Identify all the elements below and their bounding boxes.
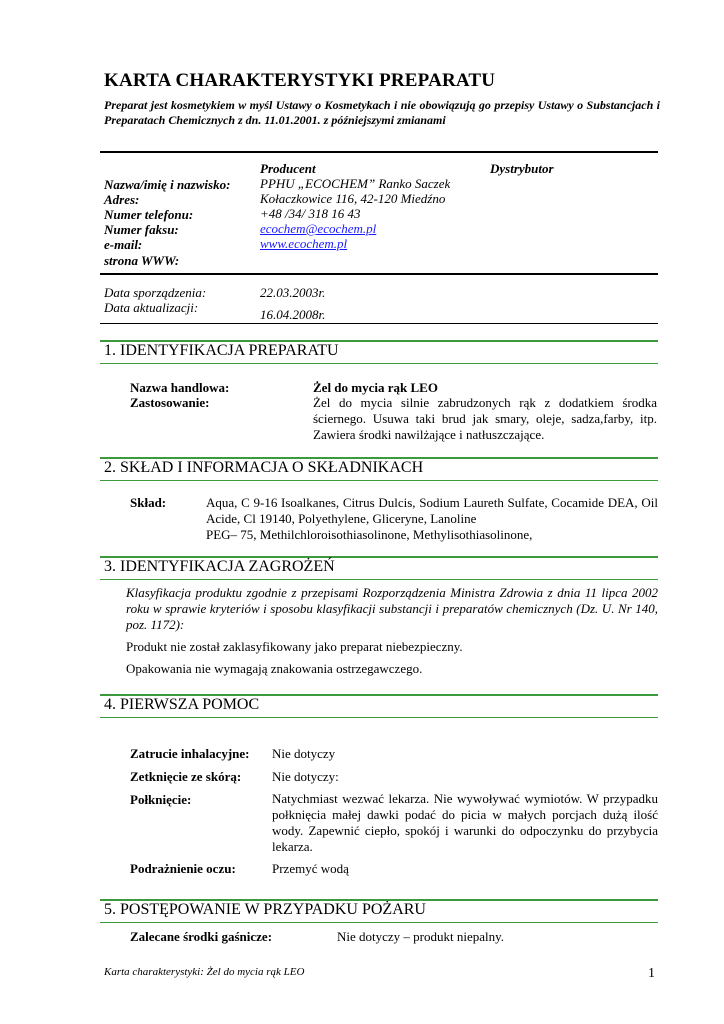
section-2-title: 2. SKŁAD I INFORMACJA O SKŁADNIKACH bbox=[104, 459, 424, 476]
producer-www-link[interactable]: www.ecochem.pl bbox=[260, 236, 348, 251]
footer-text: Karta charakterystyki: Żel do mycia rąk LEO bbox=[104, 966, 305, 978]
first-aid-label-inhalation: Zatrucie inhalacyjne: bbox=[130, 746, 250, 761]
first-aid-value-inhalation: Nie dotyczy bbox=[272, 746, 336, 761]
section-rule-bottom bbox=[100, 922, 658, 923]
label-name: Nazwa/imię i nazwisko: bbox=[104, 177, 231, 192]
composition-line-1: Aqua, C 9-16 Isoalkanes, Citrus Dulcis, Sodium Laureth Sulfate, Cocamide DEA, Oil Acide, Cl 19140, Polyethylene, Gliceryne, Lanoline bbox=[206, 495, 658, 526]
label-fax: Numer faksu: bbox=[104, 222, 179, 237]
created-date: 22.03.2003r. bbox=[260, 285, 326, 300]
updated-date: 16.04.2008r. bbox=[260, 307, 326, 322]
divider bbox=[100, 151, 658, 153]
section-4-title: 4. PIERWSZA POMOC bbox=[104, 696, 260, 713]
producer-address: Kołaczkowice 116, 42-120 Miedźno bbox=[260, 191, 446, 206]
first-aid-value-skin: Nie dotyczy: bbox=[272, 769, 339, 784]
updated-label: Data aktualizacji: bbox=[104, 300, 199, 315]
label-address: Adres: bbox=[104, 192, 140, 207]
divider bbox=[100, 323, 658, 324]
use-value: Żel do mycia silnie zabrudzonych rąk z dodatkiem środka ściernego. Usuwa taki brud jak smary, oleje, sadza,farby, itp. Zawiera środki nawilżające i natłuszczające. bbox=[313, 395, 657, 442]
labeling-statement: Opakowania nie wymagają znakowania ostrzegawczego. bbox=[126, 661, 423, 676]
section-3-title: 3. IDENTYFIKACJA ZAGROŻEŃ bbox=[104, 558, 335, 575]
section-5-title: 5. POSTĘPOWANIE W PRZYPADKU POŻARU bbox=[104, 901, 426, 918]
extinguishing-value: Nie dotyczy – produkt niepalny. bbox=[337, 929, 505, 944]
producer-email-link[interactable]: ecochem@ecochem.pl bbox=[260, 221, 377, 236]
first-aid-label-ingestion: Połknięcie: bbox=[130, 792, 192, 807]
first-aid-value-ingestion: Natychmiast wezwać lekarza. Nie wywoływać wymiotów. W przypadku połknięcia małej dawki podać do picia w małych porcjach dużą ilość wody. Zapewnić ciepło, spokój i warunki do odpoczynku do przybycia lekarza. bbox=[272, 791, 658, 854]
intro-note: Preparat jest kosmetykiem w myśl Ustawy o Kosmetykach i nie obowiązują go przepisy Ustawy o Substancjach i Preparatach Chemicznych z dn. 11.01.2001. z późniejszymi zmianami bbox=[104, 98, 660, 127]
section-rule-bottom bbox=[100, 480, 658, 481]
first-aid-label-skin: Zetknięcie ze skórą: bbox=[130, 769, 242, 784]
composition-line-2: PEG– 75, Methilchloroisothiasolinone, Methylisothiasolinone, bbox=[206, 527, 533, 542]
trade-name-label: Nazwa handlowa: bbox=[130, 380, 230, 395]
created-label: Data sporządzenia: bbox=[104, 285, 207, 300]
distributor-header: Dystrybutor bbox=[490, 161, 554, 176]
section-1-title: 1. IDENTYFIKACJA PREPARATU bbox=[104, 342, 339, 359]
divider bbox=[100, 273, 658, 275]
section-rule-bottom bbox=[100, 579, 658, 580]
first-aid-value-eyes: Przemyć wodą bbox=[272, 861, 349, 876]
label-email: e-mail: bbox=[104, 237, 143, 252]
label-phone: Numer telefonu: bbox=[104, 207, 194, 222]
first-aid-label-eyes: Podrażnienie oczu: bbox=[130, 861, 236, 876]
hazard-statement: Produkt nie został zaklasyfikowany jako preparat niebezpieczny. bbox=[126, 639, 463, 654]
section-rule-bottom bbox=[100, 717, 658, 718]
label-www: strona WWW: bbox=[104, 253, 180, 268]
classification-text: Klasyfikacja produktu zgodnie z przepisami Rozporządzenia Ministra Zdrowia z dnia 11 lipca 2002 roku w sprawie kryteriów i sposobu klasyfikacji substancji i preparatów chemicznych (Dz. U. Nr 140, poz. 1172): bbox=[126, 585, 658, 632]
use-label: Zastosowanie: bbox=[130, 395, 210, 410]
section-rule-bottom bbox=[100, 363, 658, 364]
producer-header: Producent bbox=[260, 161, 316, 176]
composition-label: Skład: bbox=[130, 495, 167, 510]
producer-name: PPHU „ECOCHEM” Ranko Saczek bbox=[260, 176, 451, 191]
document-title: KARTA CHARAKTERYSTYKI PREPARATU bbox=[104, 70, 496, 91]
page-number: 1 bbox=[648, 966, 655, 981]
trade-name-value: Żel do mycia rąk LEO bbox=[313, 380, 438, 395]
producer-phone: +48 /34/ 318 16 43 bbox=[260, 206, 361, 221]
extinguishing-label: Zalecane środki gaśnicze: bbox=[130, 929, 273, 944]
